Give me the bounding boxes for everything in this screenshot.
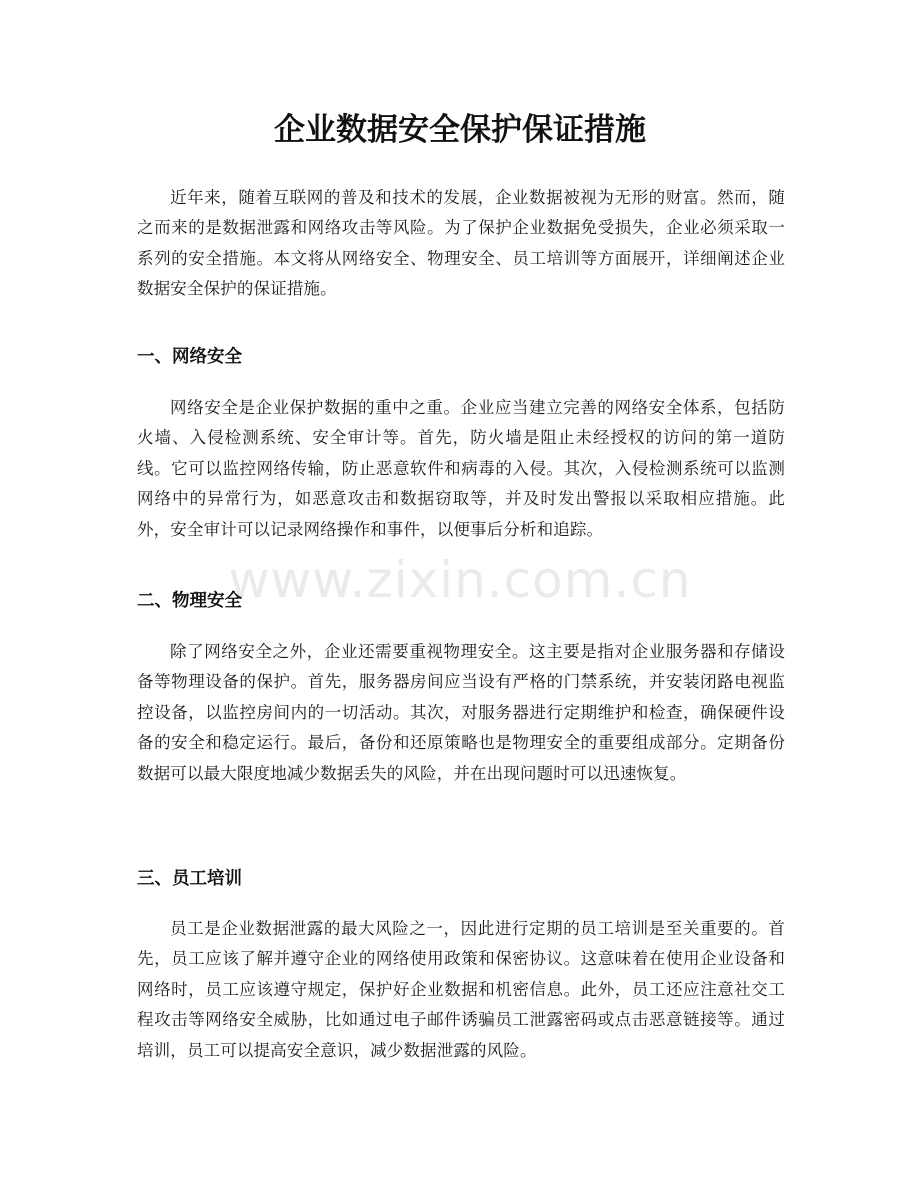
section-heading-physical-security: 二、物理安全 (137, 591, 242, 611)
section-heading-employee-training: 三、员工培训 (137, 869, 242, 889)
document-title: 企业数据安全保护保证措施 (274, 112, 646, 148)
watermark: www.zixin.com.cn (228, 551, 692, 609)
intro-paragraph: 近年来，随着互联网的普及和技术的发展，企业数据被视为无形的财富。然而，随之而来的是数据泄露和网络攻击等风险。为了保护企业数据免受损失，企业必须采取一系列的安全措施。本文将从网络安全、物理安全、员工培训等方面展开，详细阐述企业数据安全保护的保证措施。 (137, 188, 785, 299)
section-heading-network-security: 一、网络安全 (137, 347, 242, 367)
section-body-physical-security: 除了网络安全之外，企业还需要重视物理安全。这主要是指对企业服务器和存储设备等物理设备的保护。首先，服务器房间应当设有严格的门禁系统，并安装闭路电视监控设备，以监控房间内的一切活动。其次，对服务器进行定期维护和检查，确保硬件设备的安全和稳定运行。最后，备份和还原策略也是物理安全的重要组成部分。定期备份数据可以最大限度地减少数据丢失的风险，并在出现问题时可以迅速恢复。 (137, 642, 785, 783)
section-body-employee-training: 员工是企业数据泄露的最大风险之一，因此进行定期的员工培训是至关重要的。首先，员工应该了解并遵守企业的网络使用政策和保密协议。这意味着在使用企业设备和网络时，员工应该遵守规定，保护好企业数据和机密信息。此外，员工还应注意社交工程攻击等网络安全威胁，比如通过电子邮件诱骗员工泄露密码或点击恶意链接等。通过培训，员工可以提高安全意识，减少数据泄露的风险。 (137, 919, 785, 1060)
section-body-network-security: 网络安全是企业保护数据的重中之重。企业应当建立完善的网络安全体系，包括防火墙、入侵检测系统、安全审计等。首先，防火墙是阻止未经授权的访问的第一道防线。它可以监控网络传输，防止恶意软件和病毒的入侵。其次，入侵检测系统可以监测网络中的异常行为，如恶意攻击和数据窃取等，并及时发出警报以采取相应措施。此外，安全审计可以记录网络操作和事件，以便事后分析和追踪。 (137, 398, 785, 539)
